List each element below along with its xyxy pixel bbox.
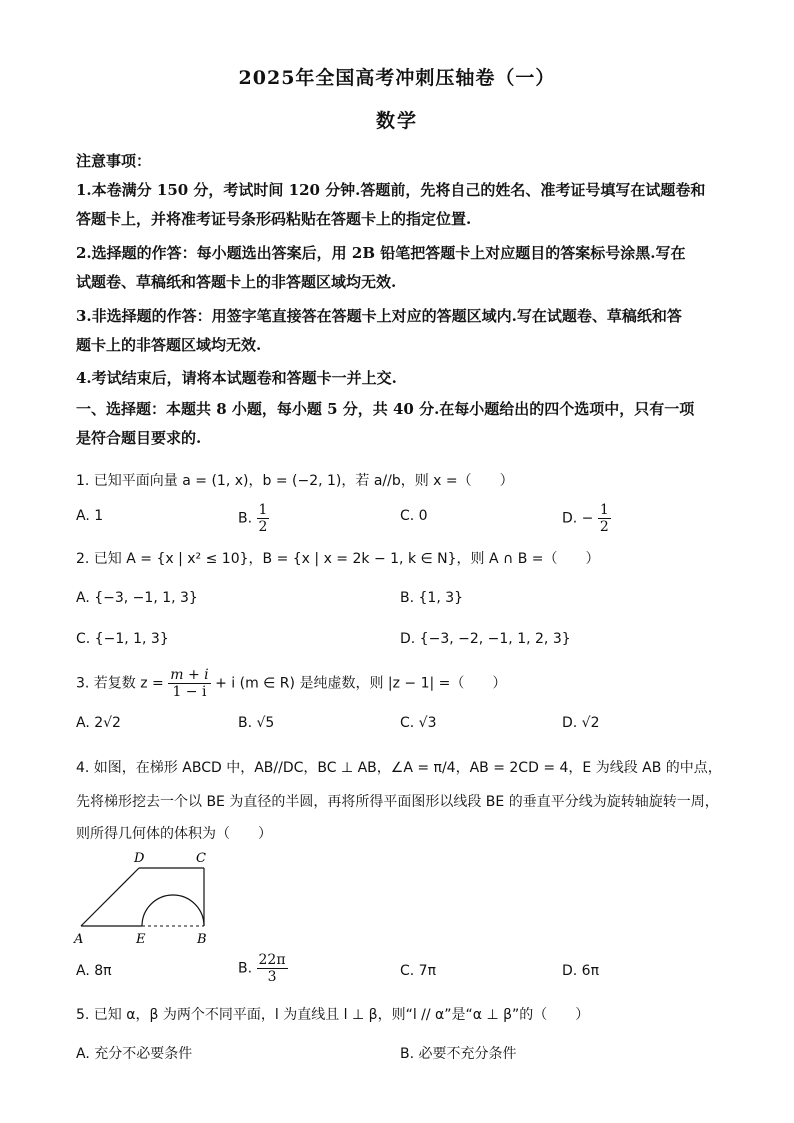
notice-item-3-line-2: 题卡上的非答题区域均无效.	[76, 336, 262, 354]
exam-title: 2025年全国高考冲刺压轴卷（一）	[238, 67, 556, 89]
q2-option-c: C. {−1, 1, 3}	[76, 631, 169, 647]
q2-option-b: B. {1, 3}	[400, 590, 464, 606]
q2-option-a: A. {−3, −1, 1, 3}	[76, 590, 198, 606]
q3-fraction: $\frac{m + i}{1 - i}$	[170, 667, 209, 700]
label-c: C	[196, 851, 206, 866]
q2-option-d: D. {−3, −2, −1, 1, 2, 3}	[400, 631, 571, 647]
label-e: E	[136, 932, 146, 947]
notice-heading: 注意事项：	[76, 152, 152, 170]
label-a: A	[74, 932, 84, 947]
q5-option-a: A. 充分不必要条件	[76, 1046, 193, 1062]
notice-item-2-line-1: 2.选择题的作答：每小题选出答案后，用 2B 铅笔把答题卡上对应题目的答案标号涂黑.写在	[76, 244, 686, 262]
q1-option-a: A. 1	[76, 508, 104, 524]
q1-option-b: B. $\frac{1}{2}$	[238, 502, 268, 535]
subject-title: 数学	[375, 110, 418, 132]
notice-item-1-line-1: 1.本卷满分 150 分，考试时间 120 分钟.答题前，先将自己的姓名、准考证号填写在试题卷和	[76, 181, 706, 199]
q4-option-b-fraction: $\frac{22\pi}{3}$	[258, 952, 286, 985]
q4-option-d: D. 6π	[562, 963, 600, 979]
question-5: 5. 已知 α，β 为两个不同平面，l 为直线且 l ⊥ β，则“l // α”是“α ⊥ β”的（ ）	[76, 1007, 590, 1023]
q3-option-d: D. √2	[562, 715, 600, 731]
q1-option-b-fraction: $\frac{1}{2}$	[258, 502, 268, 535]
label-b: B	[197, 932, 207, 947]
section-heading-line-1: 一、选择题：本题共 8 小题，每小题 5 分，共 40 分.在每小题给出的四个选项中，只有一项	[76, 400, 695, 418]
notice-item-3-line-1: 3.非选择题的作答：用签字笔直接答在答题卡上对应的答题区域内.写在试题卷、草稿纸和答	[76, 307, 682, 325]
q3-option-b: B. √5	[238, 715, 275, 731]
q4-option-a: A. 8π	[76, 963, 112, 979]
section-heading-line-2: 是符合题目要求的.	[76, 429, 202, 447]
trapezoid-diagram	[70, 848, 230, 948]
q4-option-b: B. $\frac{22\pi}{3}$	[238, 952, 286, 985]
notice-item-1-line-2: 答题卡上，并将准考证号条形码粘贴在答题卡上的指定位置.	[76, 210, 472, 228]
question-4-line-2: 先将梯形挖去一个以 BE 为直径的半圆，再将所得平面图形以线段 BE 的垂直平分线为旋转轴旋转一周，	[76, 794, 719, 810]
question-4-line-1: 4. 如图，在梯形 ABCD 中，AB//DC，BC ⊥ AB，∠A = π/4，AB = 2CD = 4，E 为线段 AB 的中点，	[76, 760, 722, 776]
notice-item-2-line-2: 试题卷、草稿纸和答题卡上的非答题区域均无效.	[76, 273, 397, 291]
question-1: 1. 已知平面向量 a = (1, x)，b = (−2, 1)，若 a//b，则 x =（ ）	[76, 473, 514, 489]
q3-option-c: C. √3	[400, 715, 437, 731]
semicircle-arc	[142, 895, 204, 926]
q1-option-d: D. − $\frac{1}{2}$	[562, 502, 609, 535]
q3-option-a: A. 2√2	[76, 715, 121, 731]
question-3: 3. 若复数 z = $\frac{m + i}{1 - i}$ + i (m ∈ R) 是纯虚数，则 |z − 1| =（ ）	[76, 667, 507, 700]
trapezoid-figure	[70, 848, 230, 952]
notice-item-4: 4.考试结束后，请将本试题卷和答题卡一并上交.	[76, 369, 397, 387]
q1-option-d-fraction: $\frac{1}{2}$	[599, 502, 609, 535]
question-2: 2. 已知 A = {x | x² ≤ 10}，B = {x | x = 2k − 1, k ∈ N}，则 A ∩ B =（ ）	[76, 551, 600, 567]
q5-option-b: B. 必要不充分条件	[400, 1046, 517, 1062]
question-4-line-3: 则所得几何体的体积为（ ）	[76, 826, 272, 842]
label-d: D	[134, 851, 145, 866]
edge-ad	[81, 868, 139, 926]
q1-option-c: C. 0	[400, 508, 428, 524]
q4-option-c: C. 7π	[400, 963, 437, 979]
